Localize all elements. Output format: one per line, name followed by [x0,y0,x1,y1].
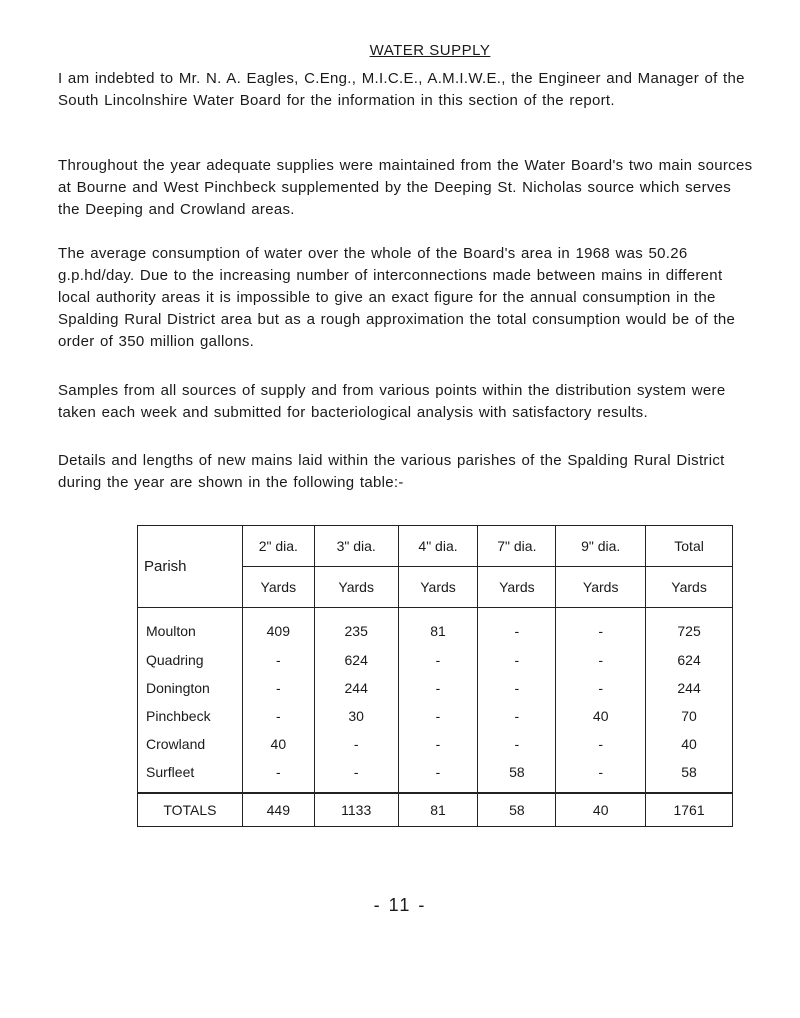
parish-name: Surfleet [138,758,243,793]
column-header-7in: 7" dia. [478,526,556,567]
table-cell: - [242,702,314,730]
paragraph-supplies: Throughout the year adequate supplies were maintained from the Water Board's two main sources at Bourne and West Pinchbeck supplemented by the Deeping St. Nicholas source which serves the Deeping and Crowland areas. [58,157,753,218]
total-cell: 81 [398,793,478,827]
column-header-parish: Parish [138,526,243,608]
new-mains-table [137,525,733,827]
page-number: - 11 - [373,895,427,915]
unit-label: Yards [314,567,398,608]
unit-label: Yards [646,567,733,608]
table-cell: 40 [646,730,733,758]
total-cell: 40 [556,793,646,827]
column-header-9in: 9" dia. [556,526,646,567]
table-cell: - [556,646,646,674]
totals-label: TOTALS [138,793,243,827]
table-cell: - [478,674,556,702]
table-cell: - [314,730,398,758]
column-header-4in: 4" dia. [398,526,478,567]
parish-name: Moulton [138,608,243,647]
table-cell: - [398,646,478,674]
total-cell: 58 [478,793,556,827]
table-cell: - [398,702,478,730]
total-cell: 1133 [314,793,398,827]
table-row [138,674,733,702]
table-cell: 624 [314,646,398,674]
table-row [138,646,733,674]
table-cell: - [478,608,556,647]
table-cell: - [398,674,478,702]
table-cell: 70 [646,702,733,730]
parish-name: Donington [138,674,243,702]
table-cell: - [398,758,478,793]
paragraph-acknowledgement: I am indebted to Mr. N. A. Eagles, C.Eng., M.I.C.E., A.M.I.W.E., the Engineer and Manager of the South Lincolnshire Water Board for the information in this section of the report. [58,70,745,109]
parish-name: Pinchbeck [138,702,243,730]
paragraph-samples: Samples from all sources of supply and from various points within the distribution system were taken each week and submitted for bacteriological analysis with satisfactory results. [58,382,726,421]
table-cell: 624 [646,646,733,674]
table-cell: 58 [478,758,556,793]
total-cell: 449 [242,793,314,827]
table-row [138,730,733,758]
table-cell: - [242,674,314,702]
table-cell: - [478,646,556,674]
unit-label: Yards [398,567,478,608]
parish-name: Quadring [138,646,243,674]
table-cell: 409 [242,608,314,647]
table-cell: 725 [646,608,733,647]
table-cell: - [242,758,314,793]
column-header-total: Total [646,526,733,567]
table-row [138,702,733,730]
table-cell: 40 [242,730,314,758]
table-cell: - [556,730,646,758]
column-header-3in: 3" dia. [314,526,398,567]
table-cell: 40 [556,702,646,730]
table-cell: 58 [646,758,733,793]
total-cell: 1761 [646,793,733,827]
table-cell: - [478,702,556,730]
table-cell: 244 [646,674,733,702]
unit-label: Yards [478,567,556,608]
table-row [138,758,733,793]
table-cell: - [478,730,556,758]
table-cell: 81 [398,608,478,647]
paragraph-table-intro: Details and lengths of new mains laid within the various parishes of the Spalding Rural District during the year are shown in the following table:- [58,452,725,491]
totals-row [138,793,733,827]
column-header-2in: 2" dia. [242,526,314,567]
page-title: WATER SUPPLY [369,42,491,59]
parish-name: Crowland [138,730,243,758]
unit-label: Yards [242,567,314,608]
table-cell: 244 [314,674,398,702]
table-cell: - [398,730,478,758]
table-cell: - [242,646,314,674]
paragraph-consumption: The average consumption of water over the whole of the Board's area in 1968 was 50.26 g.p.hd/day. Due to the increasing number of interconnections made between mains in different local authority areas it is impossible to give an exact figure for the annual consumption in the Spalding Rural District area but as a rough approximation the total consumption would be of the order of 350 million gallons. [58,245,736,350]
unit-label: Yards [556,567,646,608]
table-cell: - [556,608,646,647]
table-cell: 30 [314,702,398,730]
table-cell: - [314,758,398,793]
table-cell: - [556,758,646,793]
table-row [138,608,733,647]
table-cell: - [556,674,646,702]
table-cell: 235 [314,608,398,647]
